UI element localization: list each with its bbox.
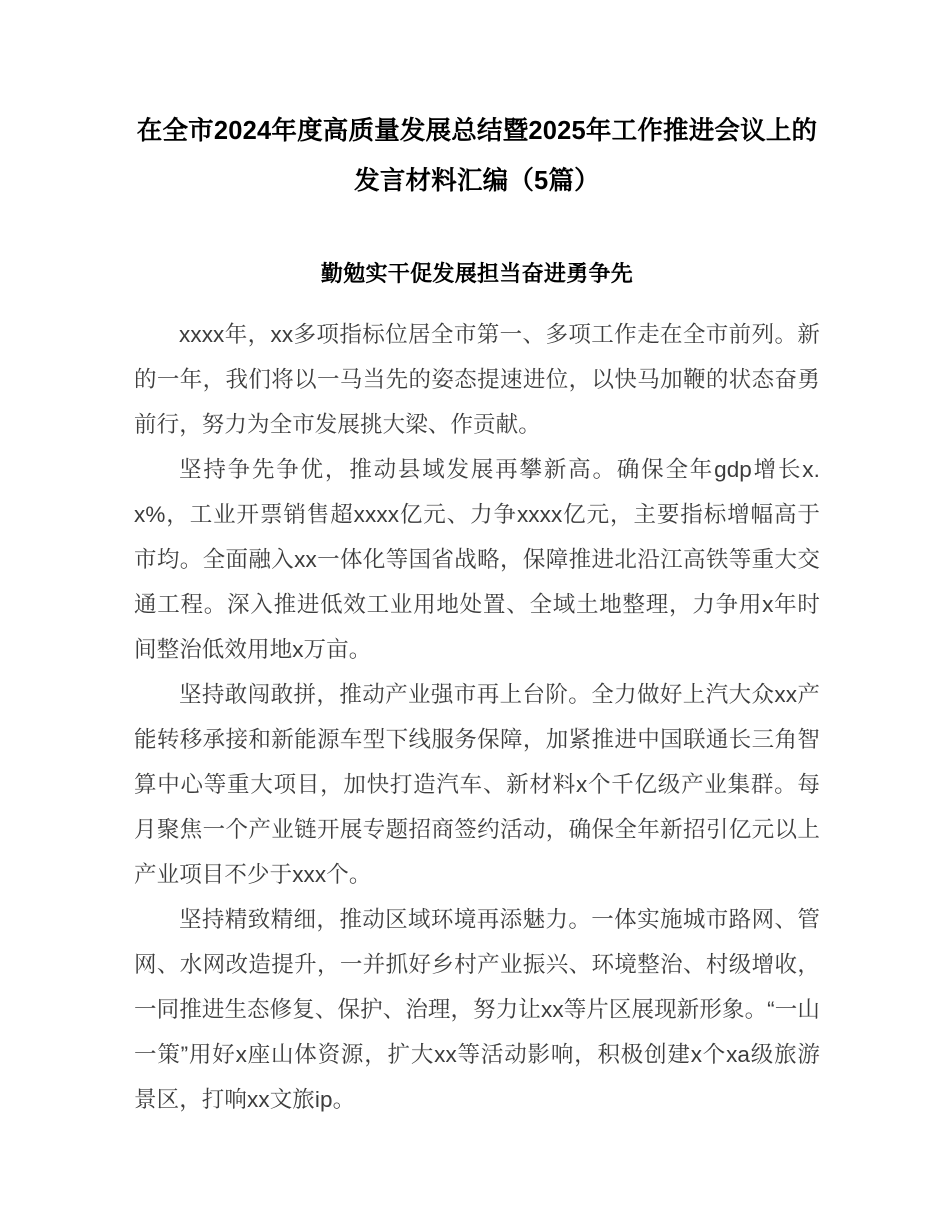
paragraph: 坚持争先争优，推动县域发展再攀新高。确保全年gdp增长x.x%，工业开票销售超xxxx亿元、力争xxxx亿元，主要指标增幅高于市均。全面融入xx一体化等国省战略，保障推进北沿江高铁等重大交通工程。深入推进低效工业用地处置、全域土地整理，力争用x年时间整治低效用地x万亩。 xyxy=(134,457,820,662)
section-heading: 勤勉实干促发展担当奋进勇争先 xyxy=(320,261,634,286)
body-text xyxy=(134,294,820,1122)
paragraph: xxxx年，xx多项指标位居全市第一、多项工作走在全市前列。新的一年，我们将以一马当先的姿态提速进位，以快马加鞭的状态奋勇前行，努力为全市发展挑大梁、作贡献。 xyxy=(134,322,820,437)
document-content xyxy=(134,0,820,1122)
paragraph: 坚持敢闯敢拼，推动产业强市再上台阶。全力做好上汽大众xx产能转移承接和新能源车型下线服务保障，加紧推进中国联通长三角智算中心等重大项目，加快打造汽车、新材料x个千亿级产业集群。每月聚焦一个产业链开展专题招商签约活动，确保全年新招引亿元以上产业项目不少于xxx个。 xyxy=(134,682,820,887)
paragraph: 坚持精致精细，推动区域环境再添魅力。一体实施城市路网、管网、水网改造提升，一并抓好乡村产业振兴、环境整治、村级增收，一同推进生态修复、保护、治理，努力让xx等片区展现新形象。“一山一策”用好x座山体资源，扩大xx等活动影响，积极创建x个xa级旅游景区，打响xx文旅ip。 xyxy=(134,907,820,1112)
page-title: 在全市2024年度高质量发展总结暨2025年工作推进会议上的发言材料汇编（5篇） xyxy=(136,117,818,195)
